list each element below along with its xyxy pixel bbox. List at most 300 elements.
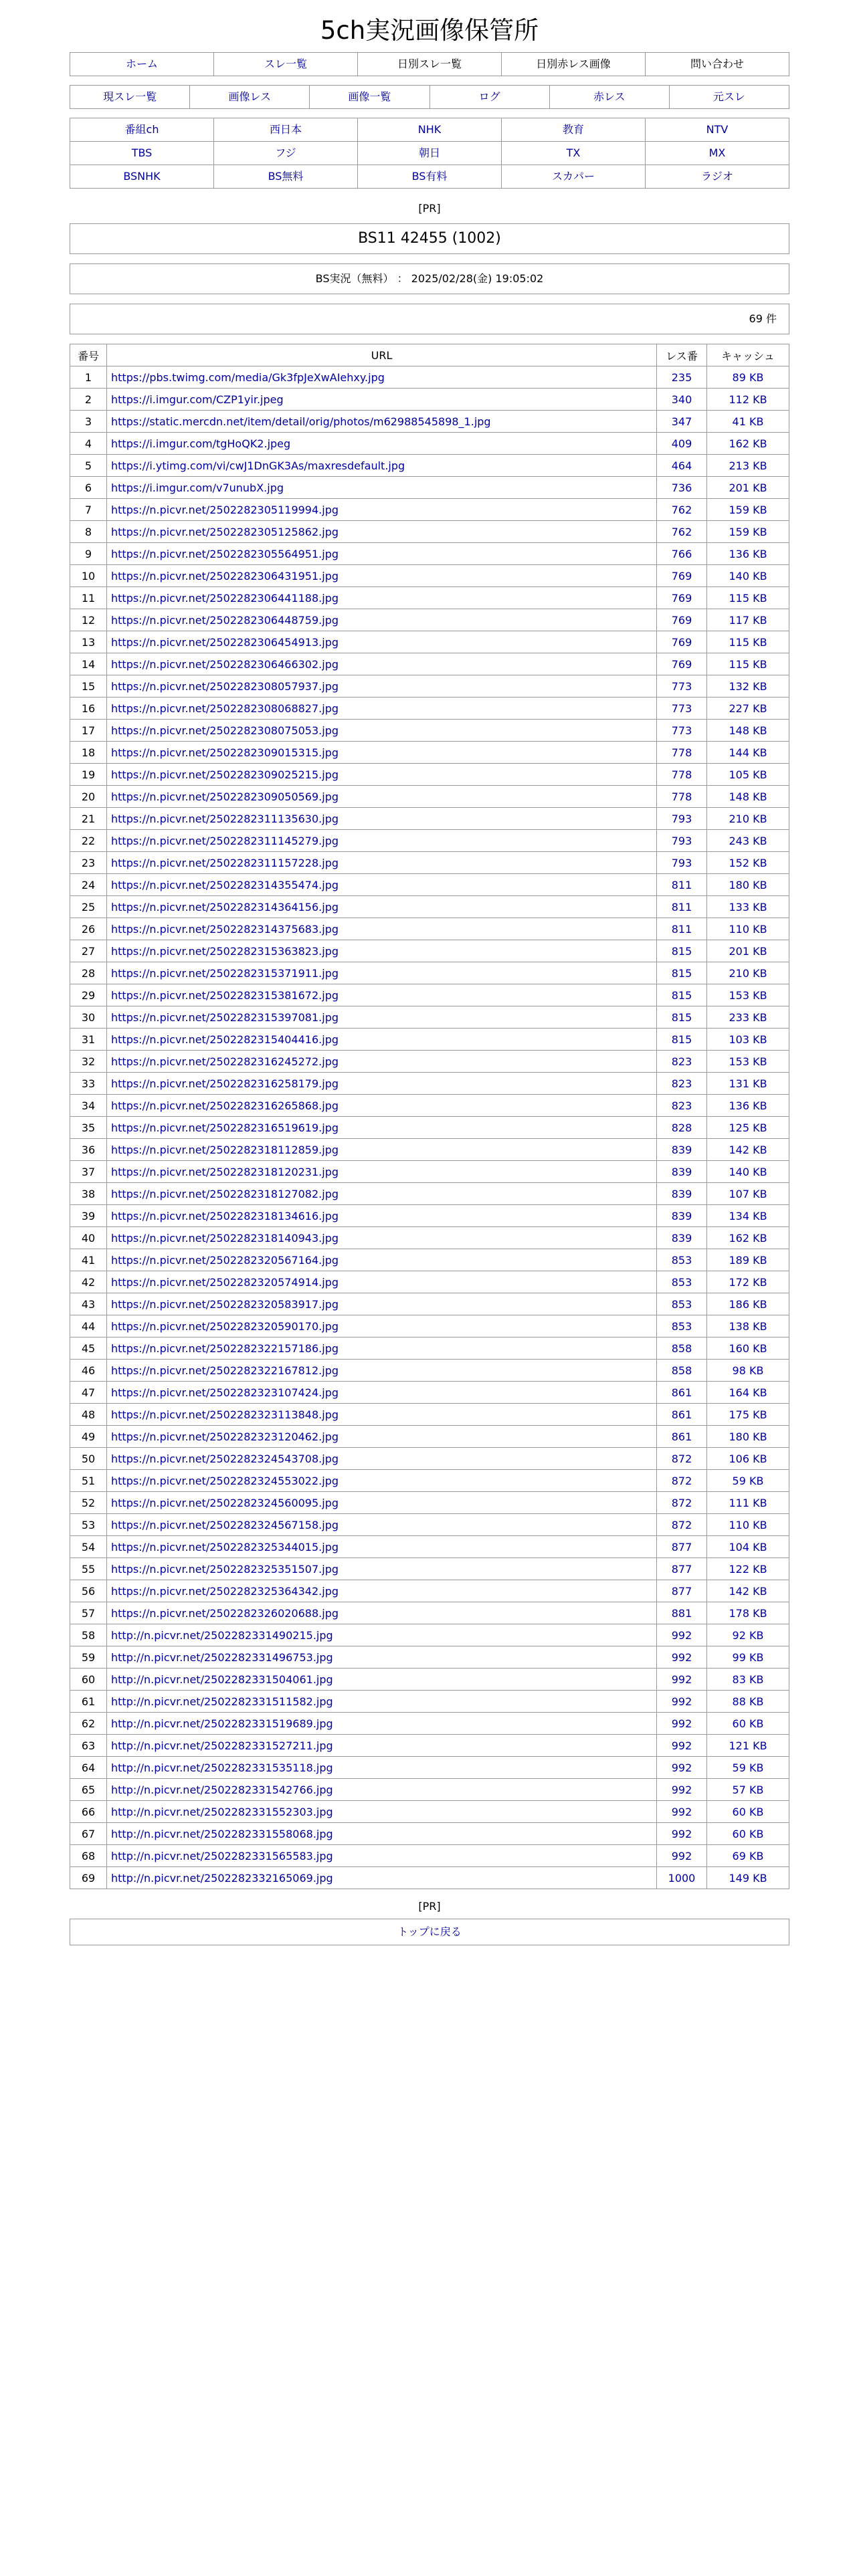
image-url-link[interactable]: https://n.picvr.net/2502282320574914.jpg [107, 1271, 657, 1293]
image-url-link[interactable]: http://n.picvr.net/2502282331565583.jpg [107, 1845, 657, 1867]
image-url-link[interactable]: https://n.picvr.net/2502282315371911.jpg [107, 962, 657, 984]
cache-size-link[interactable]: 89 KB [707, 366, 789, 389]
cache-size-link[interactable]: 136 KB [707, 543, 789, 565]
cache-size-link[interactable]: 112 KB [707, 389, 789, 411]
cache-size-link[interactable]: 153 KB [707, 984, 789, 1006]
row-number: 22 [70, 830, 107, 852]
image-url-link[interactable]: http://n.picvr.net/2502282331511582.jpg [107, 1691, 657, 1713]
cache-size-link[interactable]: 189 KB [707, 1249, 789, 1271]
res-number-link[interactable]: 853 [657, 1271, 707, 1293]
res-number-link[interactable]: 815 [657, 984, 707, 1006]
res-number-link[interactable]: 823 [657, 1095, 707, 1117]
cache-size-link[interactable]: 59 KB [707, 1470, 789, 1492]
res-number-link[interactable]: 769 [657, 565, 707, 587]
res-number-link[interactable]: 793 [657, 852, 707, 874]
image-url-link[interactable]: https://pbs.twimg.com/media/Gk3fpJeXwAIehxy.jpg [107, 366, 657, 389]
image-url-link[interactable]: https://n.picvr.net/2502282316245272.jpg [107, 1051, 657, 1073]
board-nav-item[interactable]: 西日本 [214, 118, 358, 142]
row-number: 10 [70, 565, 107, 587]
res-number-link[interactable]: 815 [657, 1006, 707, 1029]
res-number-link[interactable]: 839 [657, 1161, 707, 1183]
cache-size-link[interactable]: 106 KB [707, 1448, 789, 1470]
table-row [70, 521, 789, 543]
row-number: 7 [70, 499, 107, 521]
board-nav-item[interactable]: フジ [214, 142, 358, 165]
cache-size-link[interactable]: 117 KB [707, 609, 789, 631]
back-to-top-link[interactable]: トップに戻る [70, 1919, 789, 1945]
table-row [70, 786, 789, 808]
image-url-link[interactable]: https://n.picvr.net/2502282306431951.jpg [107, 565, 657, 587]
board-nav-item[interactable]: MX [646, 142, 789, 165]
thread-nav-item[interactable]: 現スレ一覧 [70, 86, 190, 109]
res-number-link[interactable]: 992 [657, 1624, 707, 1646]
table-row [70, 477, 789, 499]
res-number-link[interactable]: 778 [657, 764, 707, 786]
cache-size-link[interactable]: 115 KB [707, 653, 789, 675]
table-row [70, 675, 789, 697]
row-number: 58 [70, 1624, 107, 1646]
image-url-link[interactable]: https://n.picvr.net/2502282320567164.jpg [107, 1249, 657, 1271]
cache-size-link[interactable]: 201 KB [707, 940, 789, 962]
table-row [70, 1646, 789, 1669]
main-nav-item[interactable]: ホーム [70, 53, 214, 76]
image-url-link[interactable]: http://n.picvr.net/2502282331496753.jpg [107, 1646, 657, 1669]
cache-size-link[interactable]: 131 KB [707, 1073, 789, 1095]
cache-size-link[interactable]: 148 KB [707, 786, 789, 808]
row-number: 43 [70, 1293, 107, 1315]
board-nav-item[interactable]: 番組ch [70, 118, 214, 142]
cache-size-link[interactable]: 103 KB [707, 1029, 789, 1051]
res-number-link[interactable]: 877 [657, 1580, 707, 1602]
table-row [70, 1470, 789, 1492]
cache-size-link[interactable]: 138 KB [707, 1315, 789, 1337]
res-number-link[interactable]: 823 [657, 1051, 707, 1073]
res-number-link[interactable]: 992 [657, 1823, 707, 1845]
res-number-link[interactable]: 872 [657, 1514, 707, 1536]
table-row [70, 1073, 789, 1095]
res-number-link[interactable]: 235 [657, 366, 707, 389]
board-nav-item[interactable]: 教育 [502, 118, 646, 142]
table-row [70, 455, 789, 477]
cache-size-link[interactable]: 178 KB [707, 1602, 789, 1624]
cache-size-link[interactable]: 115 KB [707, 631, 789, 653]
image-url-link[interactable]: http://n.picvr.net/2502282332165069.jpg [107, 1867, 657, 1889]
res-number-link[interactable]: 815 [657, 962, 707, 984]
pr-label-bottom[interactable]: [PR] [418, 1900, 441, 1913]
cache-size-link[interactable]: 92 KB [707, 1624, 789, 1646]
res-number-link[interactable]: 877 [657, 1558, 707, 1580]
row-number: 21 [70, 808, 107, 830]
image-url-link[interactable]: https://n.picvr.net/2502282311135630.jpg [107, 808, 657, 830]
image-url-link[interactable]: https://n.picvr.net/2502282322157186.jpg [107, 1337, 657, 1360]
row-number: 33 [70, 1073, 107, 1095]
image-url-link[interactable]: https://i.imgur.com/v7unubX.jpg [107, 477, 657, 499]
image-url-link[interactable]: http://n.picvr.net/2502282331504061.jpg [107, 1669, 657, 1691]
table-row [70, 1249, 789, 1271]
res-number-link[interactable]: 828 [657, 1117, 707, 1139]
cache-size-link[interactable]: 180 KB [707, 874, 789, 896]
image-url-link[interactable]: https://i.imgur.com/CZP1yir.jpeg [107, 389, 657, 411]
image-url-link[interactable]: https://n.picvr.net/2502282322167812.jpg [107, 1360, 657, 1382]
res-number-link[interactable]: 861 [657, 1404, 707, 1426]
image-url-link[interactable]: http://n.picvr.net/2502282331558068.jpg [107, 1823, 657, 1845]
cache-size-link[interactable]: 83 KB [707, 1669, 789, 1691]
cache-size-link[interactable]: 148 KB [707, 720, 789, 742]
res-number-link[interactable]: 773 [657, 697, 707, 720]
res-number-link[interactable]: 872 [657, 1492, 707, 1514]
row-number: 45 [70, 1337, 107, 1360]
res-number-link[interactable]: 769 [657, 653, 707, 675]
res-number-link[interactable]: 992 [657, 1735, 707, 1757]
table-row [70, 499, 789, 521]
image-url-link[interactable]: https://n.picvr.net/2502282314375683.jpg [107, 918, 657, 940]
res-number-link[interactable]: 773 [657, 720, 707, 742]
cache-size-link[interactable]: 41 KB [707, 411, 789, 433]
cache-size-link[interactable]: 115 KB [707, 587, 789, 609]
main-nav-item[interactable]: 問い合わせ [646, 53, 789, 76]
cache-size-link[interactable]: 122 KB [707, 1558, 789, 1580]
cache-size-link[interactable]: 164 KB [707, 1382, 789, 1404]
thread-nav-item[interactable]: 画像レス [190, 86, 310, 109]
res-number-link[interactable]: 861 [657, 1426, 707, 1448]
image-url-link[interactable]: https://n.picvr.net/2502282323107424.jpg [107, 1382, 657, 1404]
main-nav [70, 52, 789, 76]
board-nav-item[interactable]: BS無料 [214, 165, 358, 189]
table-row [70, 697, 789, 720]
image-url-link[interactable]: http://n.picvr.net/2502282331527211.jpg [107, 1735, 657, 1757]
res-number-link[interactable]: 839 [657, 1139, 707, 1161]
table-row [70, 1536, 789, 1558]
res-number-link[interactable]: 778 [657, 742, 707, 764]
image-url-link[interactable]: https://n.picvr.net/2502282309050569.jpg [107, 786, 657, 808]
cache-size-link[interactable]: 210 KB [707, 808, 789, 830]
res-number-link[interactable]: 793 [657, 808, 707, 830]
cache-size-link[interactable]: 125 KB [707, 1117, 789, 1139]
image-url-link[interactable]: https://n.picvr.net/2502282324543708.jpg [107, 1448, 657, 1470]
table-row [70, 1867, 789, 1889]
res-number-link[interactable]: 811 [657, 918, 707, 940]
thread-nav-item[interactable]: 元スレ [670, 86, 789, 109]
res-number-link[interactable]: 778 [657, 786, 707, 808]
header-cache: キャッシュ [707, 344, 789, 366]
image-url-link[interactable]: https://n.picvr.net/2502282306448759.jpg [107, 609, 657, 631]
row-number: 16 [70, 697, 107, 720]
image-url-link[interactable]: http://n.picvr.net/2502282331519689.jpg [107, 1713, 657, 1735]
image-url-link[interactable]: https://n.picvr.net/2502282318120231.jpg [107, 1161, 657, 1183]
row-number: 15 [70, 675, 107, 697]
row-number: 13 [70, 631, 107, 653]
table-row [70, 852, 789, 874]
image-url-link[interactable]: https://n.picvr.net/2502282318134616.jpg [107, 1205, 657, 1227]
image-url-link[interactable]: https://n.picvr.net/2502282320583917.jpg [107, 1293, 657, 1315]
cache-size-link[interactable]: 180 KB [707, 1426, 789, 1448]
res-number-link[interactable]: 992 [657, 1757, 707, 1779]
image-url-link[interactable]: https://n.picvr.net/2502282314355474.jpg [107, 874, 657, 896]
table-row [70, 1293, 789, 1315]
cache-size-link[interactable]: 243 KB [707, 830, 789, 852]
image-url-link[interactable]: https://n.picvr.net/2502282324560095.jpg [107, 1492, 657, 1514]
cache-size-link[interactable]: 144 KB [707, 742, 789, 764]
res-number-link[interactable]: 872 [657, 1470, 707, 1492]
table-row [70, 742, 789, 764]
cache-size-link[interactable]: 186 KB [707, 1293, 789, 1315]
image-url-link[interactable]: https://n.picvr.net/2502282323113848.jpg [107, 1404, 657, 1426]
row-number: 29 [70, 984, 107, 1006]
table-row [70, 808, 789, 830]
res-number-link[interactable]: 853 [657, 1249, 707, 1271]
image-url-link[interactable]: https://n.picvr.net/2502282325351507.jpg [107, 1558, 657, 1580]
image-url-link[interactable]: http://n.picvr.net/2502282331535118.jpg [107, 1757, 657, 1779]
res-number-link[interactable]: 769 [657, 631, 707, 653]
image-url-link[interactable]: https://n.picvr.net/2502282325364342.jpg [107, 1580, 657, 1602]
cache-size-link[interactable]: 59 KB [707, 1757, 789, 1779]
cache-size-link[interactable]: 159 KB [707, 499, 789, 521]
table-row [70, 1271, 789, 1293]
res-number-link[interactable]: 793 [657, 830, 707, 852]
image-url-link[interactable]: https://n.picvr.net/2502282315404416.jpg [107, 1029, 657, 1051]
row-number: 3 [70, 411, 107, 433]
cache-size-link[interactable]: 201 KB [707, 477, 789, 499]
table-row [70, 830, 789, 852]
table-row [70, 1757, 789, 1779]
cache-size-link[interactable]: 149 KB [707, 1867, 789, 1889]
board-nav-item[interactable]: BS有料 [358, 165, 502, 189]
cache-size-link[interactable]: 140 KB [707, 1161, 789, 1183]
row-number: 60 [70, 1669, 107, 1691]
cache-size-link[interactable]: 57 KB [707, 1779, 789, 1801]
cache-size-link[interactable]: 110 KB [707, 918, 789, 940]
cache-size-link[interactable]: 140 KB [707, 565, 789, 587]
row-number: 59 [70, 1646, 107, 1669]
res-number-link[interactable]: 1000 [657, 1867, 707, 1889]
image-url-link[interactable]: https://n.picvr.net/2502282309025215.jpg [107, 764, 657, 786]
cache-size-link[interactable]: 136 KB [707, 1095, 789, 1117]
header-url: URL [107, 344, 657, 366]
row-number: 39 [70, 1205, 107, 1227]
row-number: 57 [70, 1602, 107, 1624]
cache-size-link[interactable]: 107 KB [707, 1183, 789, 1205]
cache-size-link[interactable]: 162 KB [707, 1227, 789, 1249]
image-url-link[interactable]: https://n.picvr.net/2502282308057937.jpg [107, 675, 657, 697]
cache-size-link[interactable]: 175 KB [707, 1404, 789, 1426]
image-url-link[interactable]: https://n.picvr.net/2502282306441188.jpg [107, 587, 657, 609]
cache-size-link[interactable]: 159 KB [707, 521, 789, 543]
res-number-link[interactable]: 992 [657, 1691, 707, 1713]
cache-size-link[interactable]: 152 KB [707, 852, 789, 874]
res-number-link[interactable]: 881 [657, 1602, 707, 1624]
board-nav-item[interactable]: TX [502, 142, 646, 165]
res-number-link[interactable]: 861 [657, 1382, 707, 1404]
res-number-link[interactable]: 347 [657, 411, 707, 433]
res-number-link[interactable]: 872 [657, 1448, 707, 1470]
thread-nav-item[interactable]: ログ [430, 86, 550, 109]
image-url-link[interactable]: https://n.picvr.net/2502282309015315.jpg [107, 742, 657, 764]
table-row [70, 1315, 789, 1337]
image-url-link[interactable]: https://n.picvr.net/2502282306466302.jpg [107, 653, 657, 675]
image-url-link[interactable]: https://n.picvr.net/2502282323120462.jpg [107, 1426, 657, 1448]
image-url-link[interactable]: http://n.picvr.net/2502282331552303.jpg [107, 1801, 657, 1823]
board-nav-item[interactable]: 朝日 [358, 142, 502, 165]
res-number-link[interactable]: 815 [657, 940, 707, 962]
table-row [70, 1514, 789, 1536]
cache-size-link[interactable]: 104 KB [707, 1536, 789, 1558]
res-number-link[interactable]: 992 [657, 1801, 707, 1823]
board-nav-item[interactable]: NTV [646, 118, 789, 142]
board-nav-item[interactable]: TBS [70, 142, 214, 165]
image-url-link[interactable]: https://n.picvr.net/2502282315363823.jpg [107, 940, 657, 962]
res-number-link[interactable]: 992 [657, 1713, 707, 1735]
cache-size-link[interactable]: 227 KB [707, 697, 789, 720]
res-number-link[interactable]: 992 [657, 1646, 707, 1669]
image-url-link[interactable]: https://n.picvr.net/2502282318127082.jpg [107, 1183, 657, 1205]
res-number-link[interactable]: 992 [657, 1779, 707, 1801]
res-number-link[interactable]: 815 [657, 1029, 707, 1051]
res-number-link[interactable]: 992 [657, 1669, 707, 1691]
cache-size-link[interactable]: 133 KB [707, 896, 789, 918]
res-number-link[interactable]: 409 [657, 433, 707, 455]
res-number-link[interactable]: 853 [657, 1293, 707, 1315]
row-number: 1 [70, 366, 107, 389]
res-number-link[interactable]: 811 [657, 874, 707, 896]
thread-nav-item[interactable]: 画像一覧 [310, 86, 430, 109]
row-number: 11 [70, 587, 107, 609]
cache-size-link[interactable]: 88 KB [707, 1691, 789, 1713]
image-url-link[interactable]: https://n.picvr.net/2502282315397081.jpg [107, 1006, 657, 1029]
table-row [70, 940, 789, 962]
row-number: 51 [70, 1470, 107, 1492]
image-url-link[interactable]: https://n.picvr.net/2502282305125862.jpg [107, 521, 657, 543]
cache-size-link[interactable]: 60 KB [707, 1713, 789, 1735]
res-number-link[interactable]: 992 [657, 1845, 707, 1867]
res-number-link[interactable]: 766 [657, 543, 707, 565]
res-number-link[interactable]: 839 [657, 1205, 707, 1227]
image-url-link[interactable]: https://n.picvr.net/2502282311145279.jpg [107, 830, 657, 852]
thread-nav-item[interactable]: 赤レス [550, 86, 670, 109]
cache-size-link[interactable]: 99 KB [707, 1646, 789, 1669]
cache-size-link[interactable]: 60 KB [707, 1801, 789, 1823]
cache-size-link[interactable]: 210 KB [707, 962, 789, 984]
image-url-link[interactable]: https://n.picvr.net/2502282326020688.jpg [107, 1602, 657, 1624]
image-url-link[interactable]: https://n.picvr.net/2502282305564951.jpg [107, 543, 657, 565]
image-url-link[interactable]: https://i.imgur.com/tgHoQK2.jpeg [107, 433, 657, 455]
cache-size-link[interactable]: 142 KB [707, 1580, 789, 1602]
image-url-link[interactable]: https://n.picvr.net/2502282318112859.jpg [107, 1139, 657, 1161]
table-row [70, 565, 789, 587]
res-number-link[interactable]: 811 [657, 896, 707, 918]
cache-size-link[interactable]: 142 KB [707, 1139, 789, 1161]
res-number-link[interactable]: 464 [657, 455, 707, 477]
row-number: 35 [70, 1117, 107, 1139]
cache-size-link[interactable]: 162 KB [707, 433, 789, 455]
image-url-link[interactable]: https://n.picvr.net/2502282316265868.jpg [107, 1095, 657, 1117]
res-number-link[interactable]: 839 [657, 1227, 707, 1249]
res-number-link[interactable]: 823 [657, 1073, 707, 1095]
cache-size-link[interactable]: 132 KB [707, 675, 789, 697]
row-number: 46 [70, 1360, 107, 1382]
cache-size-link[interactable]: 153 KB [707, 1051, 789, 1073]
cache-size-link[interactable]: 60 KB [707, 1823, 789, 1845]
row-number: 40 [70, 1227, 107, 1249]
row-number: 49 [70, 1426, 107, 1448]
cache-size-link[interactable]: 134 KB [707, 1205, 789, 1227]
table-row [70, 1006, 789, 1029]
image-url-link[interactable]: https://n.picvr.net/2502282308075053.jpg [107, 720, 657, 742]
res-number-link[interactable]: 858 [657, 1360, 707, 1382]
cache-size-link[interactable]: 111 KB [707, 1492, 789, 1514]
image-url-link[interactable]: https://n.picvr.net/2502282316258179.jpg [107, 1073, 657, 1095]
image-url-link[interactable]: https://n.picvr.net/2502282306454913.jpg [107, 631, 657, 653]
res-number-link[interactable]: 762 [657, 521, 707, 543]
image-url-link[interactable]: https://n.picvr.net/2502282314364156.jpg [107, 896, 657, 918]
row-number: 14 [70, 653, 107, 675]
image-url-link[interactable]: https://i.ytimg.com/vi/cwJ1DnGK3As/maxresdefault.jpg [107, 455, 657, 477]
cache-size-link[interactable]: 233 KB [707, 1006, 789, 1029]
cache-size-link[interactable]: 160 KB [707, 1337, 789, 1360]
thread-title: BS11 42455 (1002) [70, 223, 789, 254]
cache-size-link[interactable]: 172 KB [707, 1271, 789, 1293]
res-number-link[interactable]: 769 [657, 587, 707, 609]
res-number-link[interactable]: 858 [657, 1337, 707, 1360]
cache-size-link[interactable]: 105 KB [707, 764, 789, 786]
cache-size-link[interactable]: 213 KB [707, 455, 789, 477]
image-url-link[interactable]: https://n.picvr.net/2502282320590170.jpg [107, 1315, 657, 1337]
image-url-link[interactable]: https://n.picvr.net/2502282311157228.jpg [107, 852, 657, 874]
image-url-link[interactable]: https://n.picvr.net/2502282316519619.jpg [107, 1117, 657, 1139]
table-row [70, 1691, 789, 1713]
image-url-link[interactable]: http://n.picvr.net/2502282331490215.jpg [107, 1624, 657, 1646]
image-url-link[interactable]: https://n.picvr.net/2502282325344015.jpg [107, 1536, 657, 1558]
main-nav-item[interactable]: 日別スレ一覧 [358, 53, 502, 76]
image-url-link[interactable]: https://static.mercdn.net/item/detail/orig/photos/m62988545898_1.jpg [107, 411, 657, 433]
res-number-link[interactable]: 769 [657, 609, 707, 631]
board-nav-item[interactable]: ラジオ [646, 165, 789, 189]
image-url-link[interactable]: https://n.picvr.net/2502282308068827.jpg [107, 697, 657, 720]
cache-size-link[interactable]: 121 KB [707, 1735, 789, 1757]
image-url-link[interactable]: https://n.picvr.net/2502282305119994.jpg [107, 499, 657, 521]
thread-meta: BS実況（無料） ： 2025/02/28(金) 19:05:02 [70, 263, 789, 294]
main-nav-item[interactable]: 日別赤レス画像 [502, 53, 646, 76]
cache-size-link[interactable]: 69 KB [707, 1845, 789, 1867]
pr-label-top[interactable]: [PR] [418, 202, 441, 215]
table-header-row [70, 344, 789, 366]
image-url-link[interactable]: https://n.picvr.net/2502282324553022.jpg [107, 1470, 657, 1492]
table-row [70, 1227, 789, 1249]
res-number-link[interactable]: 762 [657, 499, 707, 521]
image-url-link[interactable]: https://n.picvr.net/2502282318140943.jpg [107, 1227, 657, 1249]
image-url-link[interactable]: https://n.picvr.net/2502282324567158.jpg [107, 1514, 657, 1536]
row-number: 8 [70, 521, 107, 543]
table-row [70, 543, 789, 565]
row-number: 56 [70, 1580, 107, 1602]
res-number-link[interactable]: 773 [657, 675, 707, 697]
res-number-link[interactable]: 340 [657, 389, 707, 411]
table-row [70, 1845, 789, 1867]
row-number: 48 [70, 1404, 107, 1426]
res-number-link[interactable]: 839 [657, 1183, 707, 1205]
board-nav-item[interactable]: NHK [358, 118, 502, 142]
image-url-link[interactable]: https://n.picvr.net/2502282315381672.jpg [107, 984, 657, 1006]
row-number: 26 [70, 918, 107, 940]
board-nav-item[interactable]: スカパー [502, 165, 646, 189]
res-number-link[interactable]: 853 [657, 1315, 707, 1337]
image-url-link[interactable]: http://n.picvr.net/2502282331542766.jpg [107, 1779, 657, 1801]
cache-size-link[interactable]: 98 KB [707, 1360, 789, 1382]
res-number-link[interactable]: 877 [657, 1536, 707, 1558]
res-number-link[interactable]: 736 [657, 477, 707, 499]
main-nav-item[interactable]: スレ一覧 [214, 53, 358, 76]
cache-size-link[interactable]: 110 KB [707, 1514, 789, 1536]
board-nav-item[interactable]: BSNHK [70, 165, 214, 189]
